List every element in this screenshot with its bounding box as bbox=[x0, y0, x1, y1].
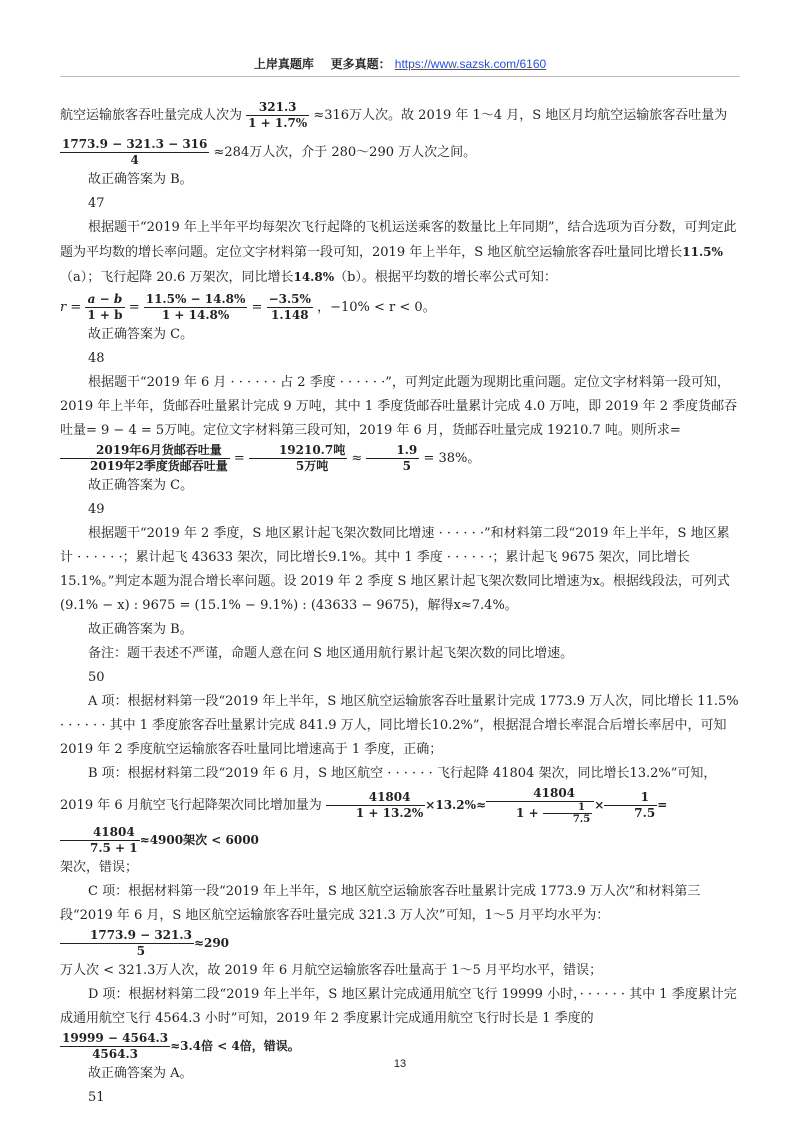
denominator: 7.5 bbox=[604, 805, 657, 821]
math-value: r = bbox=[60, 300, 82, 315]
numerator: 19999 − 4564.3 bbox=[62, 1031, 169, 1045]
numerator: −3.5% bbox=[268, 292, 311, 306]
math-value: ×13.2%≈ bbox=[425, 798, 487, 812]
math-value: 11.5% bbox=[682, 245, 723, 259]
fraction bbox=[326, 790, 425, 821]
question-number: 50 bbox=[88, 670, 105, 685]
fraction bbox=[85, 292, 124, 323]
text-segment: D 项：根据材料第二段“2019 年上半年，S 地区累计完成通用航空飞行 19999 小时，· · · · · · 其中 1 季度累计完成通用航空飞行 4564.3 小时”可知，2019 年 2 季度累计完成通用航空飞行时长是 1 季度的 bbox=[60, 987, 737, 1026]
numerator: 1 bbox=[578, 802, 586, 813]
math-value: = bbox=[251, 300, 263, 315]
numerator: 1773.9 − 321.3 − 316 bbox=[62, 137, 208, 151]
math-value: 1 + bbox=[516, 806, 539, 820]
fraction bbox=[486, 786, 594, 825]
formula-line bbox=[60, 292, 740, 323]
numerator: 2019年6月货邮吞吐量 bbox=[96, 443, 222, 457]
math-value: 14.8% bbox=[293, 270, 335, 284]
numerator: 1 bbox=[640, 790, 649, 804]
denominator: 7.5 bbox=[543, 813, 592, 825]
text-segment: 根据题干“2019 年 6 月 · · · · · · 占 2 季度 · · · · · ·”，可判定此题为现期比重问题。定位文字材料第一段可知，2019 年上半年，货邮吞吐量累计完成 9 万吨，其中 1 季度货邮吞吐量累计完成 4.0 万吨，即 2019 年 2 季度货邮吞吐量= 9 − 4 = 5万吨。定位文字材料第三段可知，2019 年 6 月，货邮吞吐量完成 19210.7 吨。则所求= bbox=[60, 375, 738, 438]
numerator: 41804 bbox=[368, 790, 411, 804]
text-segment: （b）。根据平均数的增长率公式可知： bbox=[334, 270, 557, 285]
paragraph: A 项：根据材料第一段“2019 年上半年，S 地区航空运输旅客吞吐量累计完成 1773.9 万人次，同比增长 11.5% · · · · · · 其中 1 季度旅客吞吐量累计完成 841.9 万人，同比增长10.2%”，根据混合增长率混合后增长率居中，可知 2019 年 2 季度航空运输旅客吞吐量同比增速高于 1 季度，正确； bbox=[60, 694, 739, 757]
fraction bbox=[144, 292, 248, 323]
note-line: 备注：题干表述不严谨，命题人意在问 S 地区通用航行累计起飞架次数的同比增速。 bbox=[88, 646, 574, 661]
paragraph: 根据题干“2019 年 2 季度，S 地区累计起飞架次数同比增速 · · · · · ·”和材料第二段“2019 年上半年，S 地区累计 · · · · · ·；累计起飞 43633 架次，同比增长9.1%。其中 1 季度 · · · · · ·；累计起飞 9675 架次，同比增长15.1%。”判定本题为混合增长率问题。设 2019 年 2 季度 S 地区累计起飞架次数同比增速为x。根据线段法，可列式(9.1% − x) : 9675 = (15.1% − 9.1%) : (43633 − 9675)，解得x≈7.4%。 bbox=[60, 526, 730, 613]
math-value: ≈4900架次 < 6000 bbox=[139, 833, 259, 847]
nested-fraction bbox=[543, 802, 592, 825]
fraction bbox=[246, 100, 309, 131]
paragraph bbox=[60, 371, 740, 474]
numerator: a − b bbox=[87, 292, 123, 306]
text-segment: （a）；飞行起降 20.6 万架次，同比增长 bbox=[60, 270, 294, 285]
paragraph bbox=[60, 880, 740, 959]
text-segment: 根据题干“2019 年上半年平均每架次飞行起降的飞机运送乘客的数量比上年同期”，结合选项为百分数，可判定此题为平均数的增长率问题。定位文字材料第一段可知，2019 年上半年，S 地区航空运输旅客吞吐量同比增长 bbox=[60, 220, 737, 260]
denominator: 1 + b bbox=[87, 308, 123, 322]
paragraph bbox=[60, 983, 740, 1031]
page-number: 13 bbox=[393, 1058, 407, 1070]
numerator: 1773.9 − 321.3 bbox=[90, 928, 192, 942]
text-segment: ≈316万人次。故 2019 年 1～4 月，S 地区月均航空运输旅客吞吐量为 bbox=[313, 108, 728, 123]
fraction bbox=[60, 825, 140, 856]
math-value: × bbox=[594, 798, 605, 812]
denominator bbox=[486, 801, 594, 825]
denominator: 1.148 bbox=[267, 307, 313, 323]
numerator: 41804 bbox=[92, 825, 135, 839]
math-value: = bbox=[233, 451, 245, 466]
denominator: 5 bbox=[366, 458, 419, 474]
page-content bbox=[60, 100, 740, 1110]
numerator: 321.3 bbox=[258, 100, 297, 114]
answer-line: 故正确答案为 B。 bbox=[88, 172, 193, 187]
text-line: 架次，错误； bbox=[60, 860, 139, 875]
header-middle: 更多真题： bbox=[330, 57, 391, 71]
answer-line: 故正确答案为 B。 bbox=[88, 622, 193, 637]
text-segment: = 38%。 bbox=[423, 451, 481, 466]
numerator: 11.5% − 14.8% bbox=[145, 292, 246, 306]
header-url-link[interactable]: https://www.sazsk.com/6160 bbox=[394, 57, 547, 71]
denominator: 4 bbox=[60, 152, 209, 168]
denominator: 1 + 13.2% bbox=[326, 805, 425, 821]
text-segment: C 项：根据材料第一段“2019 年上半年，S 地区航空运输旅客吞吐量累计完成 1773.9 万人次”和材料第三段“2019 年 6 月，S 地区航空运输旅客吞吐量完成 321.3 万人次”可知，1～5 月平均水平为： bbox=[60, 884, 701, 923]
fraction bbox=[60, 137, 209, 168]
page-header bbox=[0, 55, 800, 72]
text-line: 万人次 < 321.3万人次，故 2019 年 6 月航空运输旅客吞吐量高于 1～5 月平均水平，错误； bbox=[60, 963, 603, 978]
fraction bbox=[60, 928, 194, 959]
fraction bbox=[604, 790, 657, 821]
denominator: 2019年2季度货邮吞吐量 bbox=[60, 458, 230, 474]
paragraph bbox=[60, 762, 740, 856]
text-segment: B 项：根据材料第二段“2019 年 6 月，S 地区航空 · · · · · · 飞行起降 41804 架次，同比增长13.2%”可知，2019 年 6 月航空飞行起降架次同比增加量为 bbox=[60, 766, 717, 813]
text-segment: ，−10% < r < 0。 bbox=[317, 300, 436, 315]
denominator: 5万吨 bbox=[249, 458, 347, 474]
header-left: 上岸真题库 bbox=[253, 57, 314, 71]
denominator: 1 + 1.7% bbox=[248, 116, 308, 130]
denominator: 5 bbox=[60, 943, 194, 959]
question-number: 48 bbox=[88, 351, 105, 366]
denominator: 4564.3 bbox=[60, 1046, 170, 1062]
numerator: 1.9 bbox=[396, 443, 418, 457]
math-value: = bbox=[657, 798, 668, 812]
answer-line: 故正确答案为 C。 bbox=[88, 478, 194, 493]
answer-line: 故正确答案为 A。 bbox=[88, 1066, 193, 1081]
text-segment: 航空运输旅客吞吐量完成人次为 bbox=[60, 108, 243, 123]
fraction bbox=[267, 292, 313, 323]
math-value: ≈290 bbox=[193, 936, 230, 950]
text-segment: ≈284万人次，介于 280～290 万人次之间。 bbox=[213, 145, 477, 160]
denominator: 7.5 + 1 bbox=[60, 840, 140, 856]
math-value: ≈3.4倍 < 4倍，错误。 bbox=[170, 1039, 300, 1053]
question-number: 51 bbox=[88, 1090, 105, 1105]
paragraph bbox=[60, 216, 740, 290]
numerator: 19210.7吨 bbox=[278, 443, 346, 457]
fraction bbox=[249, 443, 347, 474]
denominator: 1 + 14.8% bbox=[144, 307, 248, 323]
text-line bbox=[60, 137, 740, 168]
question-number: 47 bbox=[88, 196, 105, 211]
math-value: ≈ bbox=[351, 451, 363, 466]
fraction bbox=[366, 443, 419, 474]
fraction bbox=[60, 443, 230, 474]
header-divider bbox=[60, 76, 740, 77]
question-number: 49 bbox=[88, 502, 105, 517]
text-line bbox=[60, 100, 740, 131]
numerator: 41804 bbox=[533, 786, 576, 800]
answer-line: 故正确答案为 C。 bbox=[88, 327, 194, 342]
math-value: = bbox=[128, 300, 140, 315]
